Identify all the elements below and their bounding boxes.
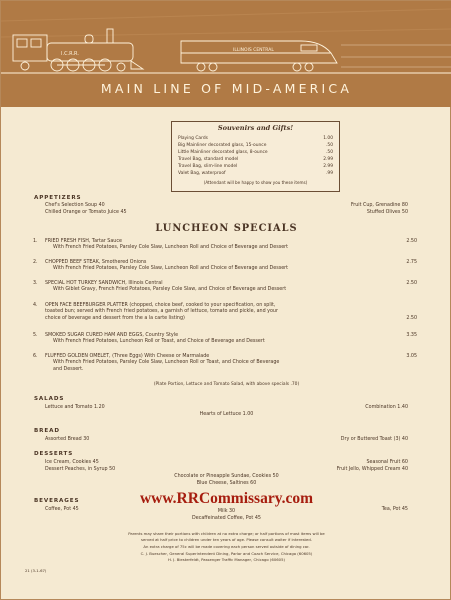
special-item-2: 2. CHOPPED BEEF STEAK, Smothered Onions With French Fried Potatoes, Parsley Cole Slaw, Luncheon Roll and Choice of Beverage and Dessert 2.75 [33,260,417,272]
train-banner [1,1,451,107]
appetizers-heading: APPETIZERS [34,195,82,201]
appetizer-item: Chilled Orange or Tomato Juice 45 [45,210,127,215]
appetizer-item: Fruit Cup, Grenadine 80 [350,203,408,208]
beverage-item: Coffee, Pot 45 [45,507,79,512]
dessert-item: Blue Cheese, Saltines 60 [196,481,257,486]
dessert-item: Ice Cream, Cookies 45 [45,460,99,465]
souvenirs-note: (Attendant will be happy to show you these items) [203,180,308,185]
plate-portion-note: (Plate Portion, Lettuce and Tomato Salad, with above specials .70) [153,382,300,387]
special-item-1: 1. FRIED FRESH FISH, Tartar Sauce With French Fried Potatoes, Parsley Cole Slaw, Luncheon Roll and Choice of Beverage and Dessert 2.50 [33,239,417,251]
souvenirs-title: Souvenirs and Gifts! [217,124,294,132]
footer-line: H. J. Biesterfeldt, Passenger Traffic Manager, Chicago (60605) [168,557,285,562]
souvenir-row: Valet Bag, waterproof .99 [178,171,333,176]
dessert-item: Seasonal Fruit 60 [366,460,408,465]
bread-item: Assorted Bread 30 [45,437,90,442]
footer-line: C. J. Buescher, General Superintendent Dining, Parlor and Coach Service, Chicago (60605) [140,551,313,556]
salad-item: Lettuce and Tomato 1.20 [45,405,105,410]
special-item-6: 6. FLUFFED GOLDEN OMELET, (Three Eggs) With Cheese or Marmalade With French Fried Potatoes, Parsley Cole Slaw, Luncheon Roll or Toast, and Choice of Beverage and Dessert. 3.05 [33,354,417,372]
bread-item: Dry or Buttered Toast (3) 40 [340,437,408,442]
dessert-item: Fruit Jello, Whipped Cream 40 [336,467,408,472]
appetizer-item: Chef's Selection Soup 40 [45,203,105,208]
beverages-heading: BEVERAGES [34,498,80,504]
dessert-item: Dessert Peaches, in Syrup 50 [45,467,116,472]
souvenir-row: Travel Bag, slim-line model 2.99 [178,164,333,169]
desserts-heading: DESSERTS [34,451,74,457]
appetizer-item: Stuffed Olives 50 [366,210,408,215]
salad-item: Hearts of Lettuce 1.00 [199,412,254,417]
special-item-4: 4. OPEN FACE BEEFBURGER PLATTER (chopped, choice beef, cooked to your specification, on split, toasted bun; served with French fried potatoes, a garnish of lettuce, tomato and pickle, and your choice of beverage and dessert from the a la carte listing) 2.50 [33,303,417,321]
souvenir-row: Playing Cards 1.00 [178,136,333,141]
footer-line: An extra charge of 75c will be made covering each person served outside of dining car. [143,544,310,549]
souvenir-row: Big Mainliner decorated glass, 15-ounce .50 [178,143,333,148]
souvenirs-box [171,121,340,192]
souvenir-row: Little Mainliner decorated glass, 8-ounce .50 [178,150,333,155]
special-item-3: 3. SPECIAL HOT TURKEY SANDWICH, Illinois Central With Giblet Gravy, French Fried Potatoes, Parsley Cole Slaw, and Choice of Beverage and Dessert 2.50 [33,281,417,293]
loco-label: I.C.R.R. [61,51,79,57]
watermark-url: www.RRCommissary.com [139,490,314,507]
salad-item: Combination 1.40 [365,405,408,410]
beverage-item: Tea, Pot 45 [381,507,408,512]
footer-line: Parents may share their portions with children at no extra charge; or half portions of most items will be [128,531,325,536]
beverage-item: Decaffeinated Coffee, Pot 45 [192,516,261,521]
bread-heading: BREAD [34,428,60,434]
luncheon-heading: LUNCHEON SPECIALS [155,223,298,234]
form-code: 21 (3-1-67) [25,568,47,573]
beverage-item: Milk 30 [217,509,236,514]
tagline: MAIN LINE OF MID-AMERICA [100,81,353,96]
footer-line: served at half price to children under ten years of age. Please consult waiter if interested. [141,537,312,542]
souvenir-row: Travel Bag, standard model 2.99 [178,157,333,162]
diesel-label: ILLINOIS CENTRAL [233,48,274,53]
salads-heading: SALADS [34,396,65,402]
special-item-5: 5. SMOKED SUGAR CURED HAM AND EGGS, Country Style With French Fried Potatoes, Luncheon Roll or Toast, and Choice of Beverage and Dessert 3.35 [33,333,417,345]
dessert-item: Chocolate or Pineapple Sundae, Cookies 50 [174,474,279,479]
